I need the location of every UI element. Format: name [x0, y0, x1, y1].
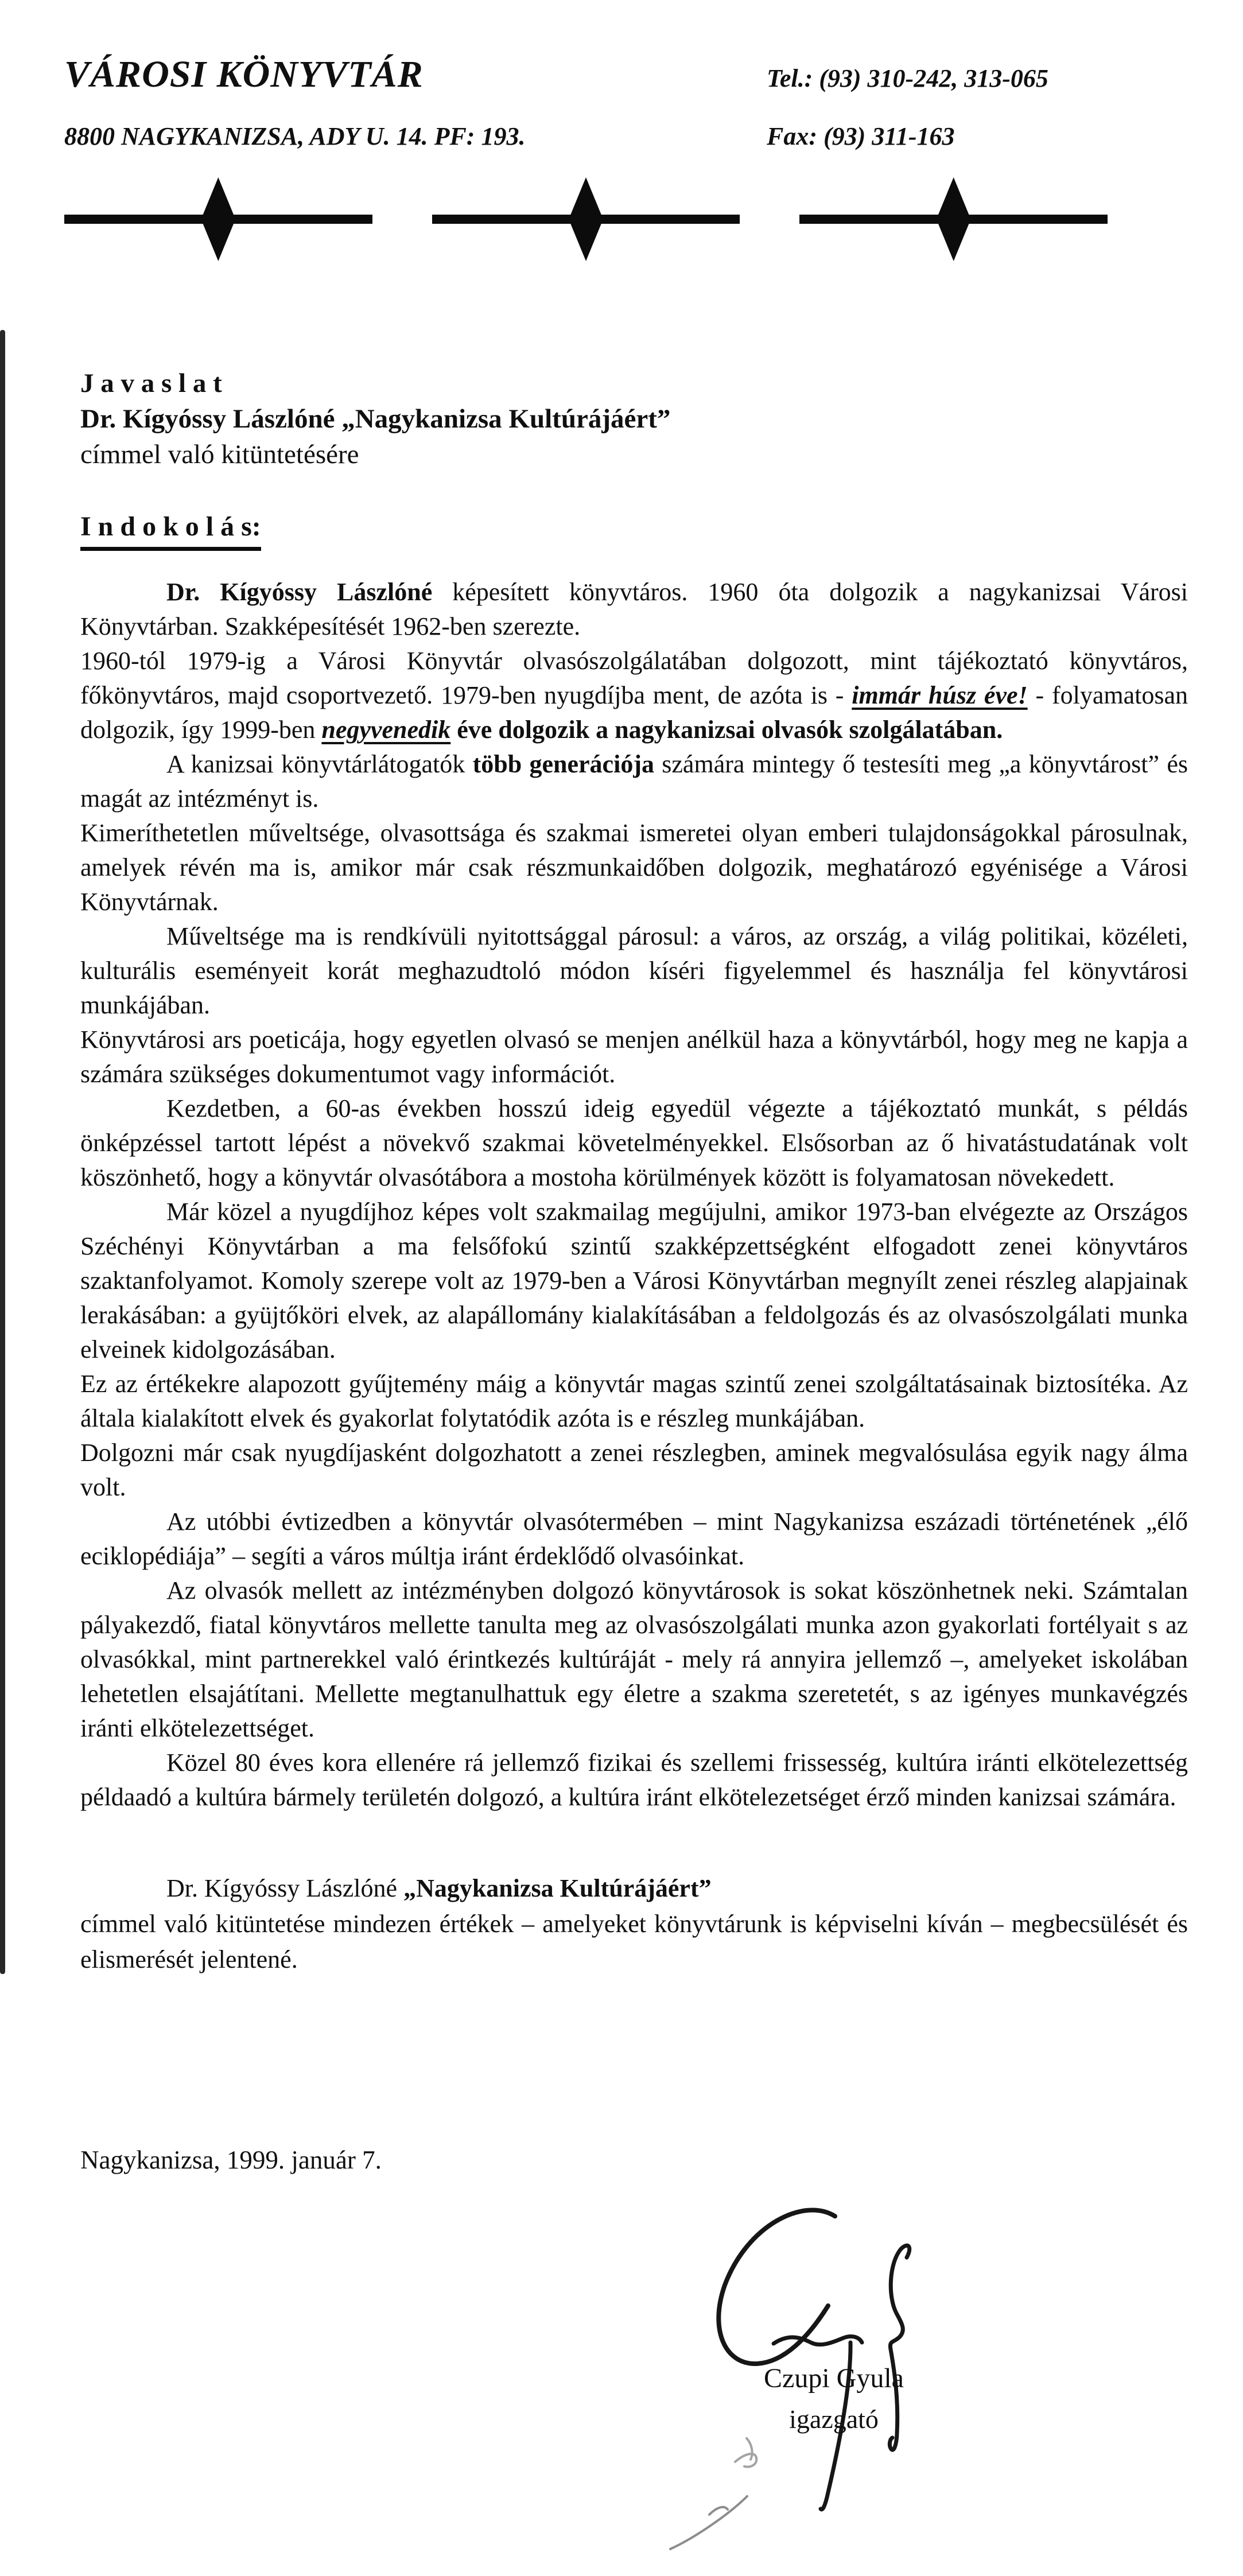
proposal-title-block	[80, 366, 1188, 472]
text-segment: képesített könyvtáros. 1960 óta dolgozik a nagykanizsai Városi Könyvtárban. Szakképesítését 1962-ben szerezte.	[80, 578, 1188, 640]
text-segment: - folyamatosan dolgozik, így 1999-ben	[80, 681, 1188, 744]
text-segment: negyvenedik	[321, 716, 451, 744]
text-segment: Közel 80 éves kora ellenére rá jellemző fizikai és szellemi frissesség, kultúra iránti elkötelezettség példaadó a kultúra bármely területén dolgozó, a kultúra iránt elkötelezetséget érző minden kanizsai számára.	[80, 1749, 1188, 1811]
address-line: 8800 NAGYKANIZSA, ADY U. 14. PF: 193.	[64, 122, 526, 150]
text-segment: éve dolgozik a nagykanizsai olvasók szolgálatában.	[450, 716, 1003, 744]
section-heading-text: I n d o k o l á s:	[80, 510, 261, 551]
paragraph	[80, 1573, 1188, 1746]
proposal-subject: Dr. Kígyóssy Lászlóné „Nagykanizsa Kultúrájáért”	[80, 404, 671, 434]
text-segment: Kimeríthetetlen műveltsége, olvasottsága és szakmai ismeretei olyan emberi tulajdonságokkal párosulnak, amelyek révén ma is, amikor már csak részmunkaidőben dolgozik, meghatározó egyénisége a Városi Könyvtárnak.	[80, 819, 1188, 916]
divider-line	[233, 215, 372, 224]
signature-name: Czupi Gyula	[764, 2363, 904, 2394]
paragraph	[80, 747, 1188, 816]
text-segment: Dolgozni már csak nyugdíjasként dolgozhatott a zenei részlegben, aminek megvalósulása egyik nagy álma volt.	[80, 1439, 1188, 1501]
divider-line	[64, 215, 203, 224]
text-segment: Az olvasók mellett az intézményben dolgozó könyvtárosok is sokat köszönhetnek neki. Számtalan pályakezdő, fiatal könyvtáros mellette tanulta meg az olvasószolgálati munka azon gyakorlati fortélyait s az olvasókkal, mint partnerekkel való érintkezés kultúráját - mely rá annyira jellemző –, amelyeket iskolában lehetetlen elsajátítani. Mellette megtanulhattuk egy életre a szakma szeretetét, s az igényes munkavégzés iránti elkötelezettséget.	[80, 1576, 1188, 1742]
divider-segment	[64, 177, 372, 261]
signature-area	[660, 2192, 1062, 2574]
tel-line: Tel.: (93) 310-242, 313-065	[767, 64, 1048, 92]
text-segment: Dr. Kígyóssy Lászlóné	[166, 578, 433, 606]
letterhead	[0, 0, 1243, 261]
divider-segment	[799, 177, 1108, 261]
text-segment: Ez az értékekre alapozott gyűjtemény máig a könyvtár magas szintű zenei szolgáltatásainak biztosítéka. Az általa kialakított elvek és gyakorlat folytatódik azóta is e részleg munkájában.	[80, 1370, 1188, 1432]
divider-line	[799, 215, 938, 224]
text-segment: több generációja	[472, 750, 654, 778]
paragraph	[80, 575, 1188, 644]
dateline: Nagykanizsa, 1999. január 7.	[80, 2146, 382, 2174]
paragraph	[80, 1195, 1188, 1367]
paragraph	[80, 644, 1188, 747]
letter-body	[80, 575, 1188, 1815]
text-segment: 1960-tól 1979-ig a Városi Könyvtár olvasószolgálatában dolgozott, mint tájékoztató könyvtáros, főkönyvtáros, majd csoportvezető. 1979-ben nyugdíjba ment, de azóta is -	[80, 647, 1188, 709]
divider-line	[601, 215, 740, 224]
letter-content	[0, 366, 1243, 1977]
text-segment: címmel való kitüntetése mindezen értékek – amelyeket könyvtárunk is képviselni kíván – megbecsülését és elismerését jelentené.	[80, 1910, 1188, 1973]
paragraph	[80, 1505, 1188, 1573]
diamond-ornament-icon	[201, 177, 235, 261]
decorative-divider	[64, 177, 1108, 261]
closing-statement	[80, 1871, 1188, 1977]
text-segment: A kanizsai könyvtárlátogatók	[166, 750, 473, 778]
text-segment: Már közel a nyugdíjhoz képes volt szakmailag megújulni, amikor 1973-ban elvégezte az Országos Széchényi Könyvtárban a ma felsőfokú szintű szakképzettségként elfogadott zenei könyvtáros szaktanfolyamot. Komoly szerepe volt az 1979-ben a Városi Könyvtárban megnyílt zenei részleg alapjainak lerakásában: a gyüjtőköri elvek, az alapállomány kialakításában a feldolgozás és az olvasószolgálati munka elveinek kidolgozásában.	[80, 1198, 1188, 1363]
paragraph	[80, 816, 1188, 919]
text-segment: Az utóbbi évtizedben a könyvtár olvasótermében – mint Nagykanizsa eszázadi történetének „élő eciklopédiája” – segíti a város múltja iránt érdeklődő olvasóinkat.	[80, 1507, 1188, 1570]
diamond-ornament-icon	[937, 177, 971, 261]
diamond-ornament-icon	[569, 177, 603, 261]
paragraph	[80, 919, 1188, 1023]
paragraph	[80, 1746, 1188, 1815]
fax-line: Fax: (93) 311-163	[767, 122, 955, 150]
scan-artifact-edge	[0, 330, 5, 1974]
paragraph	[80, 1871, 1188, 1906]
text-segment: Műveltsége ma is rendkívüli nyitottsággal párosul: a város, az ország, a világ politikai, közéleti, kulturális eseményeit korát meghazudtoló módon kíséri figyelemmel és használja fel könyvtárosi munkájában.	[80, 922, 1188, 1019]
divider-line	[432, 215, 571, 224]
divider-segment	[432, 177, 740, 261]
divider-line	[969, 215, 1108, 224]
text-segment: számára mintegy ő testesíti meg „a könyvtárost” és magát az intézményt is.	[80, 750, 1188, 813]
text-segment: „Nagykanizsa Kultúrájáért”	[403, 1874, 712, 1902]
paragraph	[80, 1023, 1188, 1091]
paragraph	[80, 1906, 1188, 1977]
section-heading-indokolas	[80, 510, 1188, 551]
text-segment: immár húsz éve!	[852, 681, 1028, 709]
proposal-heading: J a v a s l a t	[80, 368, 222, 398]
text-segment: Könyvtárosi ars poeticája, hogy egyetlen olvasó se menjen anélkül haza a könyvtárból, hogy meg ne kapja a számára szükséges dokumentumot vagy információt.	[80, 1025, 1188, 1088]
paragraph	[80, 1436, 1188, 1505]
proposal-purpose: címmel való kitüntetésére	[80, 440, 359, 469]
signature-title: igazgató	[789, 2404, 879, 2434]
text-segment: Dr. Kígyóssy Lászlóné	[166, 1874, 404, 1902]
paragraph	[80, 1091, 1188, 1195]
text-segment: Kezdetben, a 60-as években hosszú ideig egyedül végezte a tájékoztató munkát, s példás önképzéssel tartott lépést a növekvő szakmai követelményekkel. Elsősorban az ő hivatástudatának volt köszönhető, hogy a könyvtár olvasótábora a mostoha körülmények között is folyamatosan növekedett.	[80, 1094, 1188, 1191]
paragraph	[80, 1367, 1188, 1436]
org-name: VÁROSI KÖNYVTÁR	[64, 53, 424, 95]
